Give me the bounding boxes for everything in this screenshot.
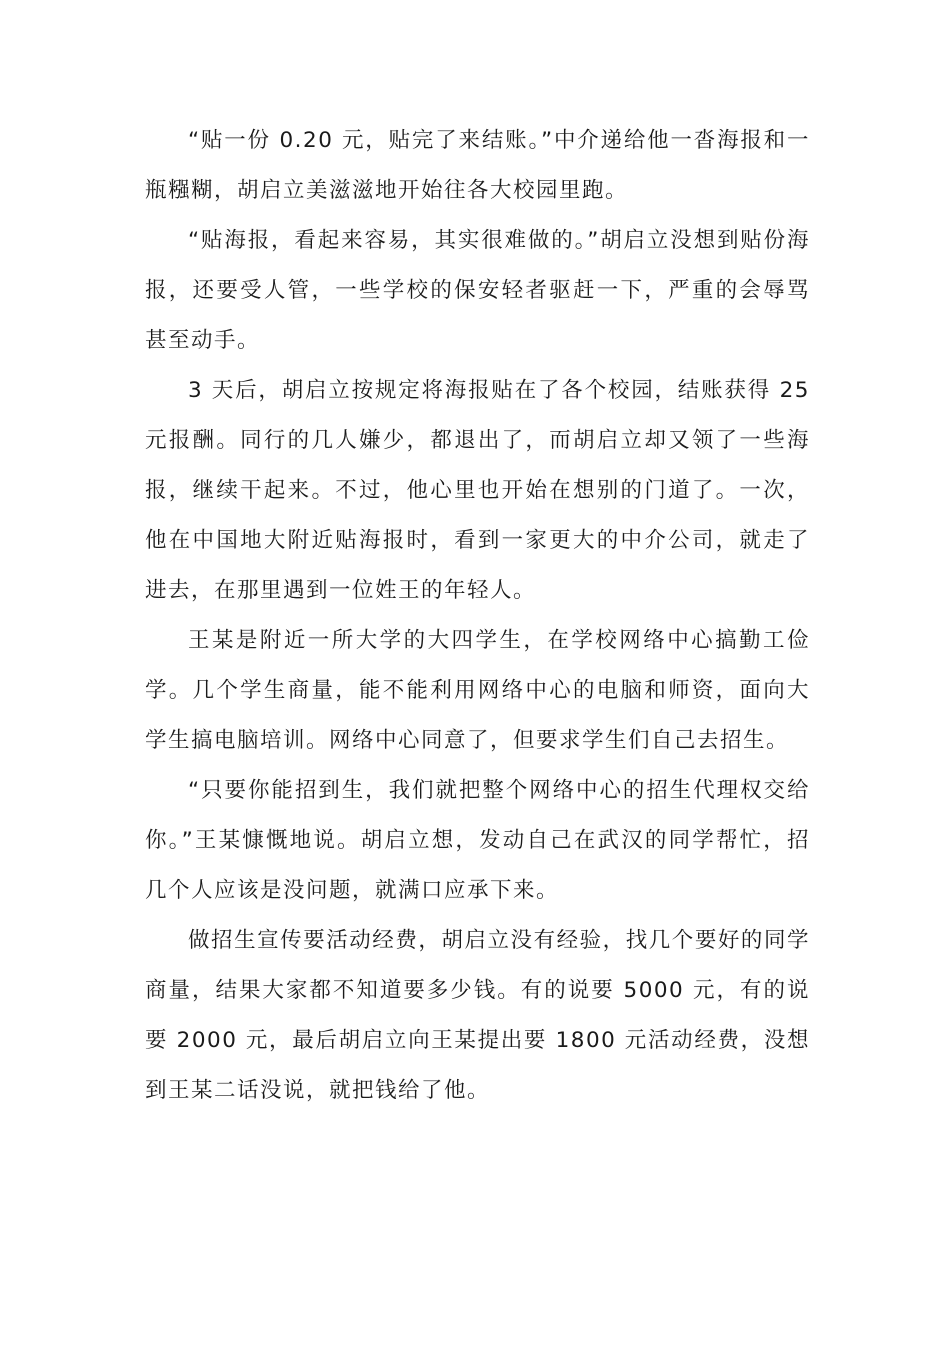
paragraph: “贴海报，看起来容易，其实很难做的。”胡启立没想到贴份海报，还要受人管，一些学校的保安轻者驱赶一下，严重的会辱骂甚至动手。 bbox=[145, 228, 810, 353]
paragraph: 3 天后，胡启立按规定将海报贴在了各个校园，结账获得 25 元报酬。同行的几人嫌少，都退出了，而胡启立却又领了一些海报，继续干起来。不过，他心里也开始在想别的门道了。一次，他在中国地大附近贴海报时，看到一家更大的中介公司，就走了进去，在那里遇到一位姓王的年轻人。 bbox=[145, 378, 810, 603]
article-body bbox=[145, 116, 810, 1116]
paragraph: 王某是附近一所大学的大四学生，在学校网络中心搞勤工俭学。几个学生商量，能不能利用网络中心的电脑和师资，面向大学生搞电脑培训。网络中心同意了，但要求学生们自己去招生。 bbox=[145, 628, 810, 753]
paragraph: 做招生宣传要活动经费，胡启立没有经验，找几个要好的同学商量，结果大家都不知道要多少钱。有的说要 5000 元，有的说要 2000 元，最后胡启立向王某提出要 1800 元活动经费，没想到王某二话没说，就把钱给了他。 bbox=[145, 928, 810, 1103]
paragraph: “只要你能招到生，我们就把整个网络中心的招生代理权交给你。”王某慷慨地说。胡启立想，发动自己在武汉的同学帮忙，招几个人应该是没问题，就满口应承下来。 bbox=[145, 778, 810, 903]
paragraph: “贴一份 0.20 元，贴完了来结账。”中介递给他一沓海报和一瓶糨糊，胡启立美滋滋地开始往各大校园里跑。 bbox=[145, 128, 810, 203]
